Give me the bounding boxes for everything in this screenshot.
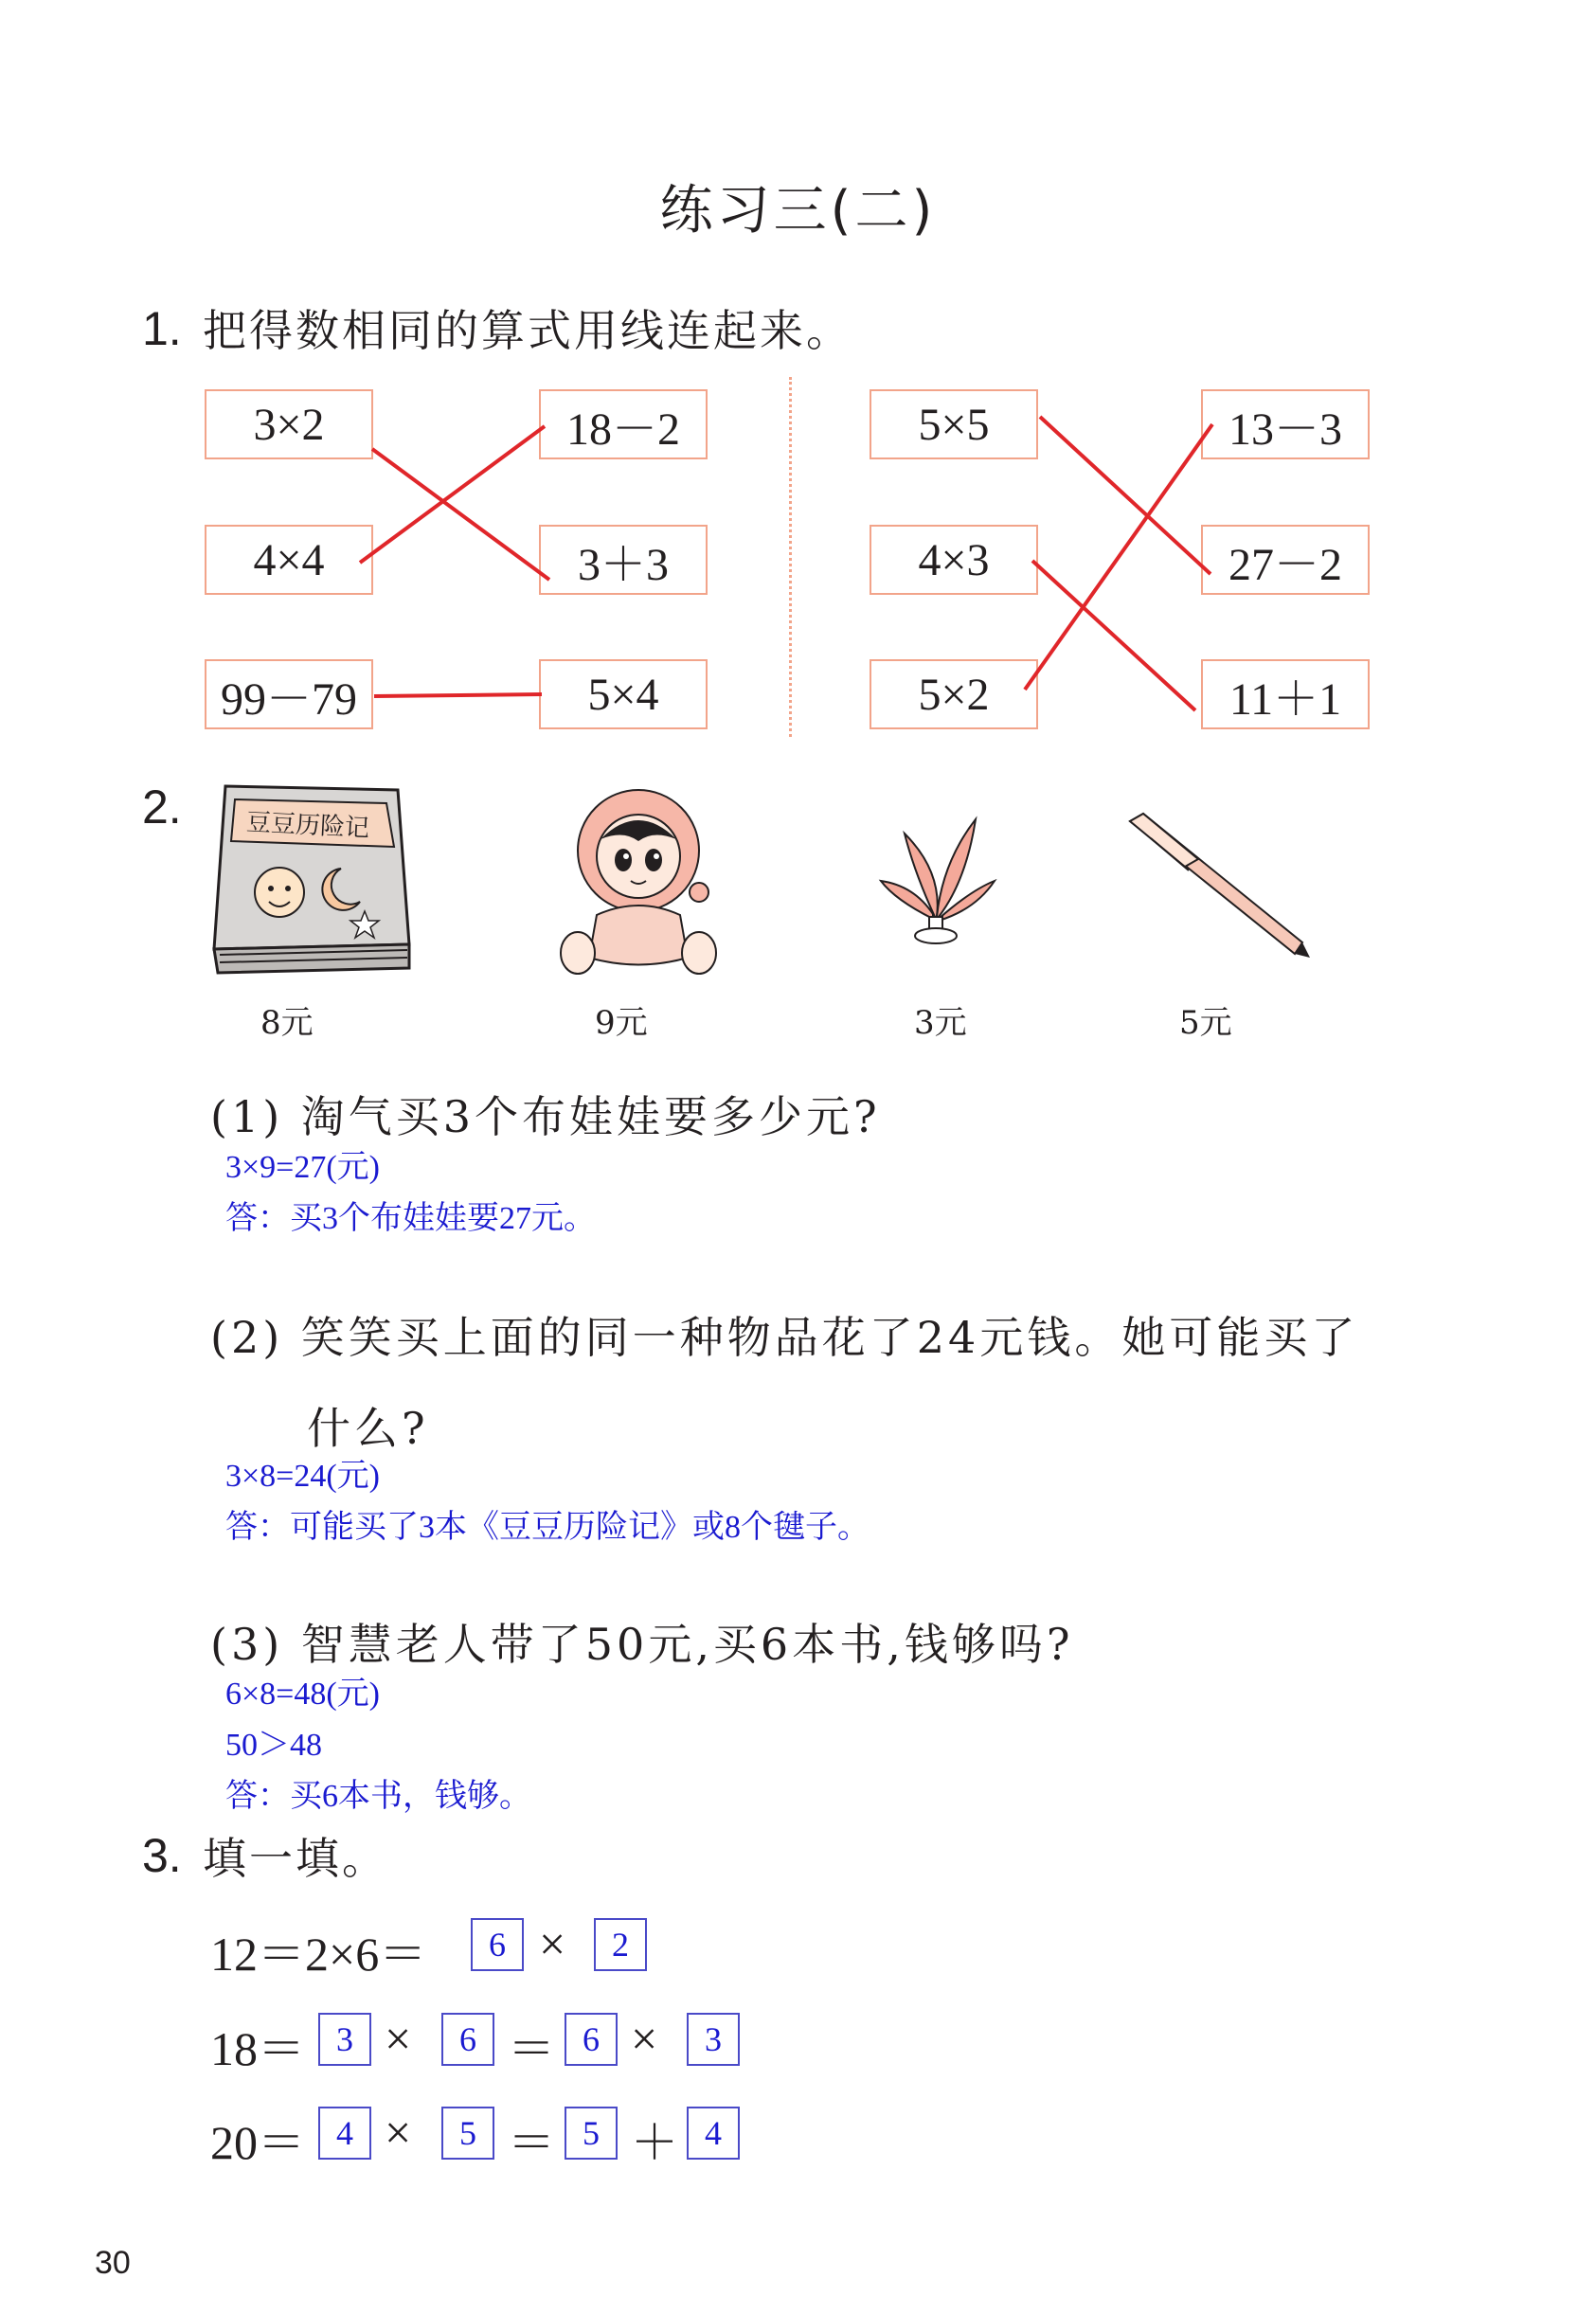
book-icon bbox=[199, 779, 417, 978]
q3-text: 填一填。 bbox=[203, 1833, 388, 1884]
q1-number: 1. bbox=[142, 302, 182, 355]
page-title: 练习三(二) bbox=[659, 180, 937, 242]
q1-connecting-lines bbox=[0, 0, 1596, 852]
q2-sub2-question-line1: (2) 笑笑买上面的同一种物品花了24元钱。她可能买了 bbox=[210, 1312, 1359, 1363]
q3-row3-op1: × bbox=[385, 2106, 412, 2159]
q2-sub3-answer-0: 6×8=48(元) bbox=[225, 1677, 380, 1712]
q2-sub2-answer-0: 3×8=24(元) bbox=[225, 1459, 380, 1494]
q3-row2-op1: × bbox=[385, 2012, 412, 2065]
q1-right-b-0: 13－3 bbox=[1201, 389, 1370, 459]
q3-number: 3. bbox=[142, 1829, 182, 1882]
q1-line-4x3-to-11plus1 bbox=[1032, 561, 1195, 710]
q1-left-b-0: 18－2 bbox=[539, 389, 708, 459]
q3-row1-box-0[interactable]: 6 bbox=[471, 1918, 524, 1971]
q1-right-a-0: 5×5 bbox=[870, 389, 1038, 459]
q1-right-b-1: 27－2 bbox=[1201, 525, 1370, 595]
q3-row2-box-1[interactable]: 6 bbox=[441, 2013, 494, 2066]
q3-row3-box-0[interactable]: 4 bbox=[318, 2107, 371, 2160]
q2-sub2-answer-1: 答：可能买了3本《豆豆历险记》或8个毽子。 bbox=[225, 1510, 870, 1545]
q3-row3-eq: ＝ bbox=[508, 2116, 555, 2169]
q2-sub1-answer-1: 答：买3个布娃娃要27元。 bbox=[225, 1201, 596, 1236]
q2-sub3-answer-1: 50＞48 bbox=[225, 1728, 322, 1763]
doll-icon bbox=[559, 782, 720, 981]
book-cover-title: 豆豆历险记 bbox=[245, 808, 370, 844]
q2-sub3-question: (3) 智慧老人带了50元,买6本书,钱够吗? bbox=[210, 1619, 1074, 1670]
q1-left-b-1: 3＋3 bbox=[539, 525, 708, 595]
q1-left-b-2: 5×4 bbox=[539, 659, 708, 729]
q1-right-b-2: 11＋1 bbox=[1201, 659, 1370, 729]
q3-row2-lead: 18＝ bbox=[210, 2022, 305, 2075]
q3-row2-eq: ＝ bbox=[508, 2022, 555, 2075]
q3-row2-box-2[interactable]: 6 bbox=[565, 2013, 618, 2066]
q3-row3-box-3[interactable]: 4 bbox=[687, 2107, 740, 2160]
q1-left-a-1: 4×4 bbox=[205, 525, 373, 595]
q2-number: 2. bbox=[142, 780, 182, 834]
pen-icon bbox=[1122, 810, 1312, 961]
q1-line-99minus79-to-5x4 bbox=[374, 694, 542, 696]
q3-row2-box-0[interactable]: 3 bbox=[318, 2013, 371, 2066]
price-pen: 5元 bbox=[1179, 1004, 1232, 1042]
q1-left-a-2: 99－79 bbox=[205, 659, 373, 729]
q3-row3-box-1[interactable]: 5 bbox=[441, 2107, 494, 2160]
q1-line-5x2-to-13minus3 bbox=[1025, 424, 1212, 690]
q3-row1-box-1[interactable]: 2 bbox=[594, 1918, 647, 1971]
price-shuttlecock: 3元 bbox=[914, 1004, 967, 1042]
shuttlecock-icon bbox=[876, 815, 999, 947]
q1-right-a-1: 4×3 bbox=[870, 525, 1038, 595]
q3-row2-op2: × bbox=[631, 2012, 658, 2065]
q2-sub3-answer-2: 答：买6本书，钱够。 bbox=[225, 1779, 531, 1814]
q1-line-3x2-to-3plus3 bbox=[372, 449, 549, 580]
q2-sub2-question-line2: 什么? bbox=[307, 1403, 429, 1454]
q1-left-a-0: 3×2 bbox=[205, 389, 373, 459]
price-doll: 9元 bbox=[595, 1004, 648, 1042]
q2-sub1-answer-0: 3×9=27(元) bbox=[225, 1150, 380, 1185]
q3-row3-op2: ＋ bbox=[631, 2116, 678, 2169]
q2-sub1-question: (1) 淘气买3个布娃娃要多少元? bbox=[210, 1091, 881, 1142]
q3-row1-op1: × bbox=[539, 1917, 566, 1970]
q3-row1-lead: 12＝2×6＝ bbox=[210, 1928, 427, 1981]
q1-right-a-2: 5×2 bbox=[870, 659, 1038, 729]
q3-row3-lead: 20＝ bbox=[210, 2116, 305, 2169]
q3-row2-box-3[interactable]: 3 bbox=[687, 2013, 740, 2066]
q1-text: 把得数相同的算式用线连起来。 bbox=[203, 305, 852, 356]
q1-line-4x4-to-18minus2 bbox=[360, 426, 545, 563]
price-book: 8元 bbox=[260, 1004, 314, 1042]
q3-row3-box-2[interactable]: 5 bbox=[565, 2107, 618, 2160]
page-number: 30 bbox=[95, 2245, 131, 2281]
